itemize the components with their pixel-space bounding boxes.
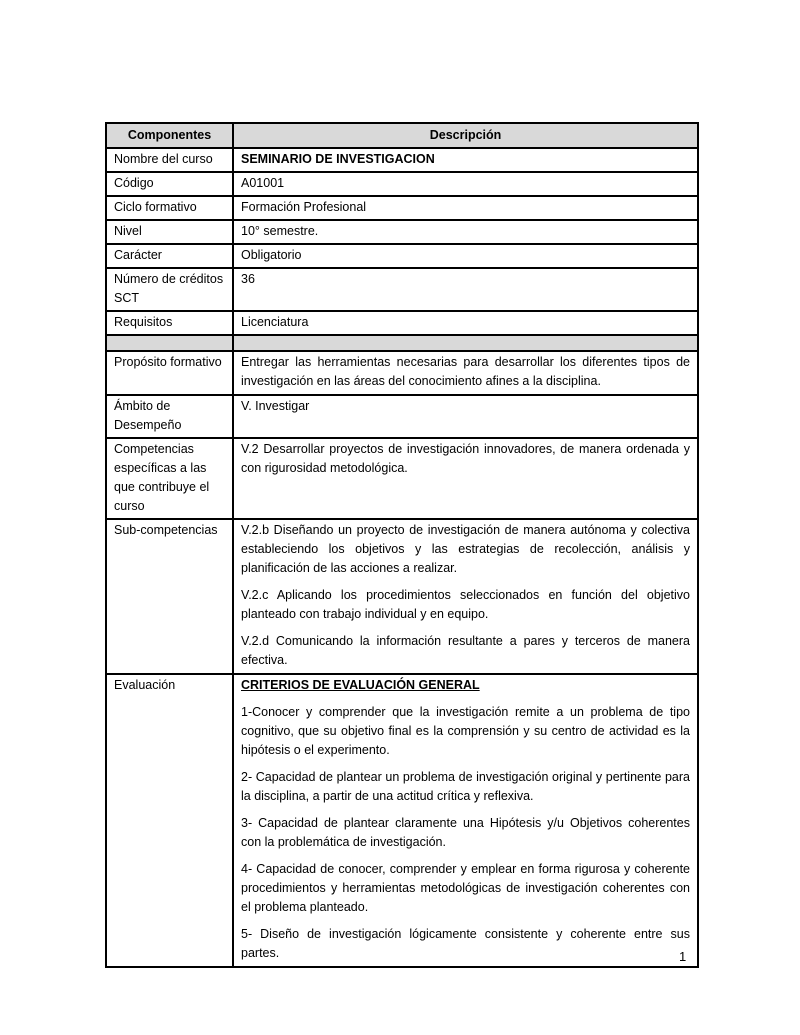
table-row-nombre-del-curso xyxy=(106,148,698,172)
row-label: Ciclo formativo xyxy=(106,196,233,220)
table-row-nivel xyxy=(106,220,698,244)
table-row-ambito-desempeno xyxy=(106,395,698,438)
row-label: Sub-competencias xyxy=(106,519,233,674)
row-paragraph: 1-Conocer y comprender que la investigación remite a un problema de tipo cognitivo, que su objetivo final es la comprensión y su centro de actividad es la hipótesis o el experimento. xyxy=(241,705,690,757)
row-value: Obligatorio xyxy=(233,244,698,268)
row-paragraph: V.2.c Aplicando los procedimientos seleccionados en función del objetivo planteado con trabajo individual y en equipo. xyxy=(241,588,690,621)
row-label: Propósito formativo xyxy=(106,351,233,395)
table-row-caracter xyxy=(106,244,698,268)
row-paragraph: V.2 Desarrollar proyectos de investigación innovadores, de manera ordenada y con rigurosidad metodológica. xyxy=(241,442,690,475)
row-label: Evaluación xyxy=(106,674,233,967)
table-row-numero-creditos xyxy=(106,268,698,311)
row-label: Competencias específicas a las que contribuye el curso xyxy=(106,438,233,519)
row-label: Nivel xyxy=(106,220,233,244)
row-paragraph: Entregar las herramientas necesarias para desarrollar los diferentes tipos de investigación en las áreas del conocimiento afines a la disciplina. xyxy=(241,355,690,388)
table-row-competencias-especificas xyxy=(106,438,698,519)
row-value: Licenciatura xyxy=(233,311,698,335)
row-value: SEMINARIO DE INVESTIGACION xyxy=(233,148,698,172)
row-value xyxy=(233,351,698,395)
row-paragraph: V.2.d Comunicando la información resultante a pares y terceros de manera efectiva. xyxy=(241,634,690,667)
table-header-row xyxy=(106,123,698,148)
row-value: 36 xyxy=(233,268,698,311)
row-value xyxy=(233,674,698,967)
row-label: Nombre del curso xyxy=(106,148,233,172)
page-number: 1 xyxy=(679,949,687,964)
spacer-cell xyxy=(106,335,233,351)
row-label: Carácter xyxy=(106,244,233,268)
table-row-codigo xyxy=(106,172,698,196)
row-value: 10° semestre. xyxy=(233,220,698,244)
table-row-requisitos xyxy=(106,311,698,335)
table-row-evaluacion xyxy=(106,674,698,967)
header-descripcion: Descripción xyxy=(233,123,698,148)
table-row-sub-competencias xyxy=(106,519,698,674)
spacer-row xyxy=(106,335,698,351)
row-value xyxy=(233,438,698,519)
row-label: Número de créditos SCT xyxy=(106,268,233,311)
table-row-proposito-formativo xyxy=(106,351,698,395)
row-paragraph: 5- Diseño de investigación lógicamente consistente y coherente entre sus partes. xyxy=(241,927,690,960)
row-paragraph: 3- Capacidad de plantear claramente una Hipótesis y/u Objetivos coherentes con la problemática de investigación. xyxy=(241,816,690,849)
row-value xyxy=(233,519,698,674)
row-label: Código xyxy=(106,172,233,196)
header-componentes: Componentes xyxy=(106,123,233,148)
row-label: Ámbito de Desempeño xyxy=(106,395,233,438)
row-paragraph: V.2.b Diseñando un proyecto de investigación de manera autónoma y colectiva estableciendo los objetivos y las estrategias de recolección, análisis y planificación de las acciones a realizar. xyxy=(241,523,690,575)
row-value: A01001 xyxy=(233,172,698,196)
row-paragraph: 4- Capacidad de conocer, comprender y emplear en forma rigurosa y coherente procedimientos y herramientas metodológicas de investigación coherentes con el problema planteado. xyxy=(241,862,690,914)
row-paragraph: 2- Capacidad de plantear un problema de investigación original y pertinente para la disciplina, a partir de una actitud crítica y reflexiva. xyxy=(241,770,690,803)
row-label: Requisitos xyxy=(106,311,233,335)
evaluation-criteria-heading: CRITERIOS DE EVALUACIÓN GENERAL xyxy=(241,678,480,692)
table-row-ciclo-formativo xyxy=(106,196,698,220)
spacer-cell xyxy=(233,335,698,351)
row-value: V. Investigar xyxy=(233,395,698,438)
course-info-table xyxy=(105,122,699,968)
row-value: Formación Profesional xyxy=(233,196,698,220)
